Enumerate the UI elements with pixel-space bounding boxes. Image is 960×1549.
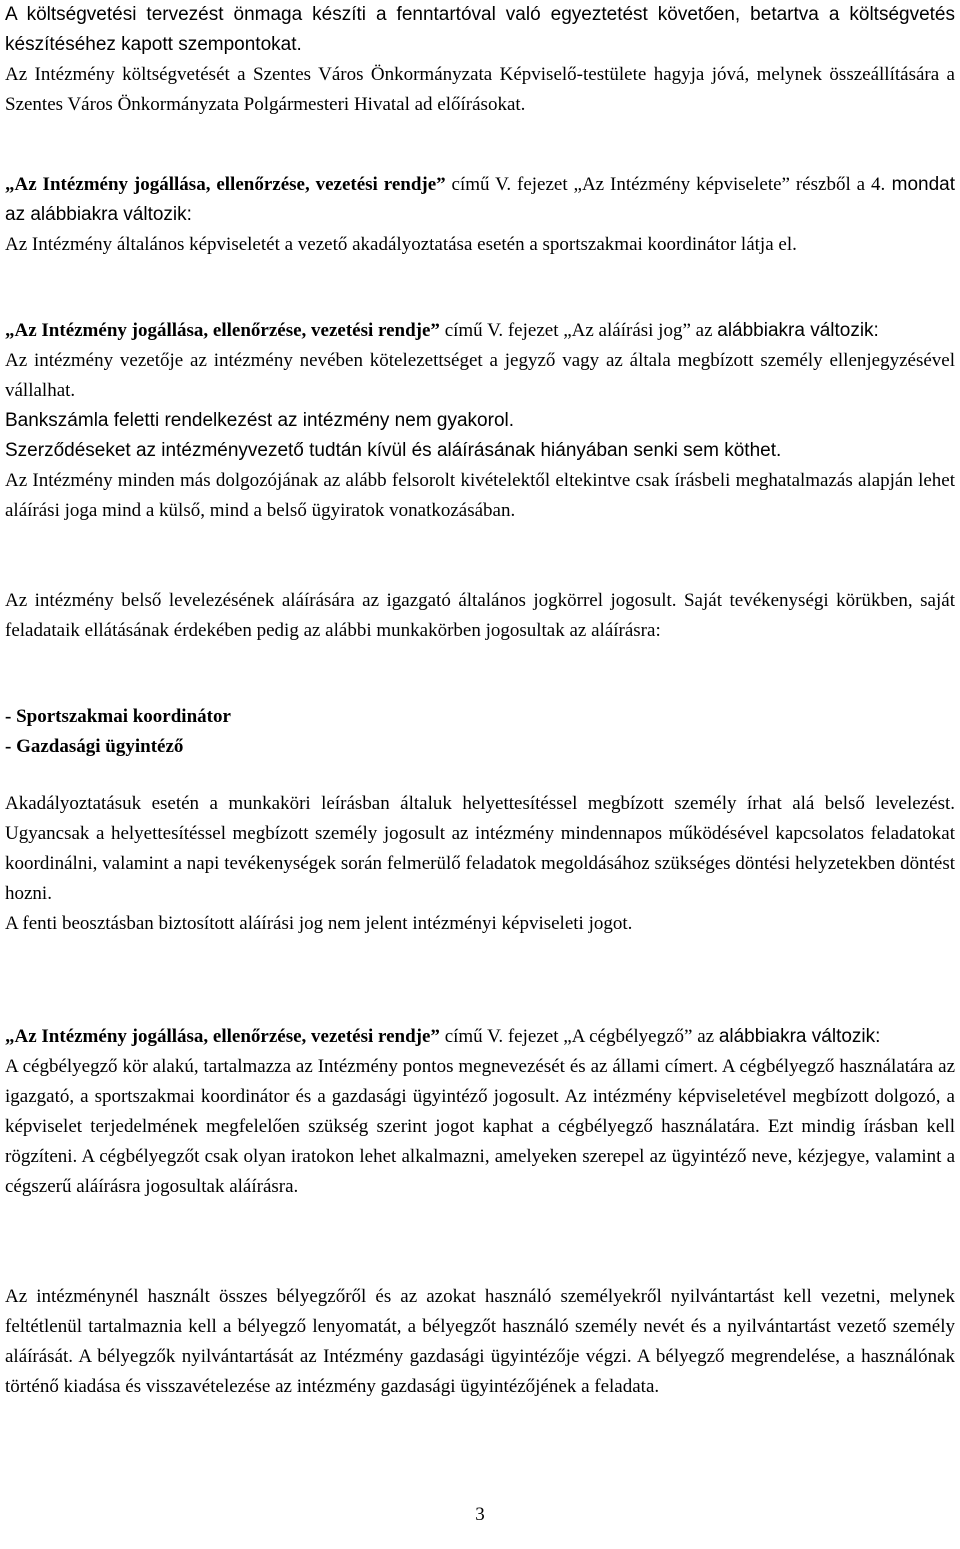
section-title-tail: mondat az alábbiakra változik: <box>5 174 955 225</box>
section-title-tail: alábbiakra változik: <box>718 1026 881 1047</box>
section-title: „Az Intézmény jogállása, ellenőrzése, vezetési rendje” <box>5 174 446 195</box>
paragraph: A fenti beosztásban biztosított aláírási jog nem jelent intézményi képviseleti jogot. <box>5 913 633 934</box>
section-heading <box>5 1022 955 1052</box>
section-representation <box>5 170 955 260</box>
paragraph: A cégbélyegző kör alakú, tartalmazza az Intézmény pontos megnevezését és az állami címert. A cégbélyegző használatára az igazgató, a sportszakmai koordinátor és a gazdasági ügyintéző jogosult. Az intézmény képviseletével megbízott dolgozó, a képviselet terjedelmének megfelelően szükség szerint jogot kaphat a cégbélyegző használatára. Ezt mindig írásban kell rögzíteni. A cégbélyegzőt csak olyan iratokon lehet alkalmazni, amelyeken szerepel az ügyintéző neve, kézjegye, valamint a cégszerű aláírásra jogosultak aláírásra. <box>5 1056 955 1197</box>
paragraph: Akadályoztatásuk esetén a munkaköri leírásban általuk helyettesítéssel megbízott személy írhat alá belső levelezést. Ugyancsak a helyettesítéssel megbízott személy jogosult az intézmény mindennapos működésével kapcsolatos feladatokat koordinálni, valamint a napi tevékenységek során felmerülő feladatok megoldásához szükséges döntési helyzetekben döntést hozni. <box>5 793 955 904</box>
section-title-tail: alábbiakra változik: <box>717 320 879 341</box>
document-page <box>5 0 955 1549</box>
section-internal-letters <box>5 586 955 646</box>
section-title: „Az Intézmény jogállása, ellenőrzése, vezetési rendje” <box>5 1026 440 1047</box>
page-number: 3 <box>475 1504 485 1525</box>
paragraph: Bankszámla feletti rendelkezést az intézmény nem gyakorol. <box>5 410 515 431</box>
paragraph: Az intézmény vezetője az intézmény nevében kötelezettséget a jegyző vagy az általa megbízott személy ellenjegyzésével vállalhat. <box>5 350 955 401</box>
section-title: „Az Intézmény jogállása, ellenőrzése, vezetési rendje” <box>5 320 440 341</box>
paragraph: Az Intézmény általános képviseletét a vezető akadályoztatása esetén a sportszakmai koordinátor látja el. <box>5 234 797 255</box>
paragraph: Az intézménynél használt összes bélyegzőről és az azokat használó személyekről nyilvántartást kell vezetni, melynek feltétlenül tartalmaznia kell a bélyegző lenyomatát, a bélyegzőt használó személy nevét és a nyilvántartást vezető személy aláírását. A bélyegzők nyilvántartását az Intézmény gazdasági ügyintézője végzi. A bélyegző megrendelése, a használónak történő kiadása és visszavételezése az intézmény gazdasági ügyintézőjének a feladata. <box>5 1286 955 1397</box>
paragraph: Az Intézmény költségvetését a Szentes Város Önkormányzata Képviselő-testülete hagyja jóvá, melynek összeállítására a Szentes Város Önkormányzata Polgármesteri Hivatal ad előírásokat. <box>5 64 955 115</box>
section-company-stamp <box>5 1022 955 1202</box>
paragraph: A költségvetési tervezést önmaga készíti a fenntartóval való egyeztetést követően, betartva a költségvetés készítéséhez kapott szempontokat. <box>5 4 955 55</box>
list-item: - Sportszakmai koordinátor <box>5 706 231 727</box>
paragraph: Szerződéseket az intézményvezető tudtán kívül és aláírásának hiányában senki sem köthet. <box>5 440 782 461</box>
section-title-rest: című V. fejezet „Az aláírási jog” az <box>439 320 718 341</box>
paragraph: Az Intézmény minden más dolgozójának az alább felsorolt kivételektől eltekintve csak írásbeli meghatalmazás alapján lehet aláírási joga mind a külső, mind a belső ügyiratok vonatkozásában. <box>5 470 955 521</box>
list-item: - Gazdasági ügyintéző <box>5 736 184 757</box>
section-title-rest: című V. fejezet „Az Intézmény képviselete” részből a 4. <box>445 174 886 195</box>
paragraph: Az intézmény belső levelezésének aláírására az igazgató általános jogkörrel jogosult. Saját tevékenységi körükben, saját feladataik ellátásának érdekében pedig az alábbi munkakörben jogosultak az aláírásra: <box>5 590 955 641</box>
intro-block <box>5 0 955 120</box>
section-heading <box>5 316 955 346</box>
section-signature-right <box>5 316 955 526</box>
section-substitution <box>5 789 955 939</box>
authorized-list <box>5 702 955 762</box>
section-title-rest: című V. fejezet „A cégbélyegző” az <box>439 1026 719 1047</box>
section-stamp-registry <box>5 1282 955 1402</box>
section-heading <box>5 170 955 230</box>
